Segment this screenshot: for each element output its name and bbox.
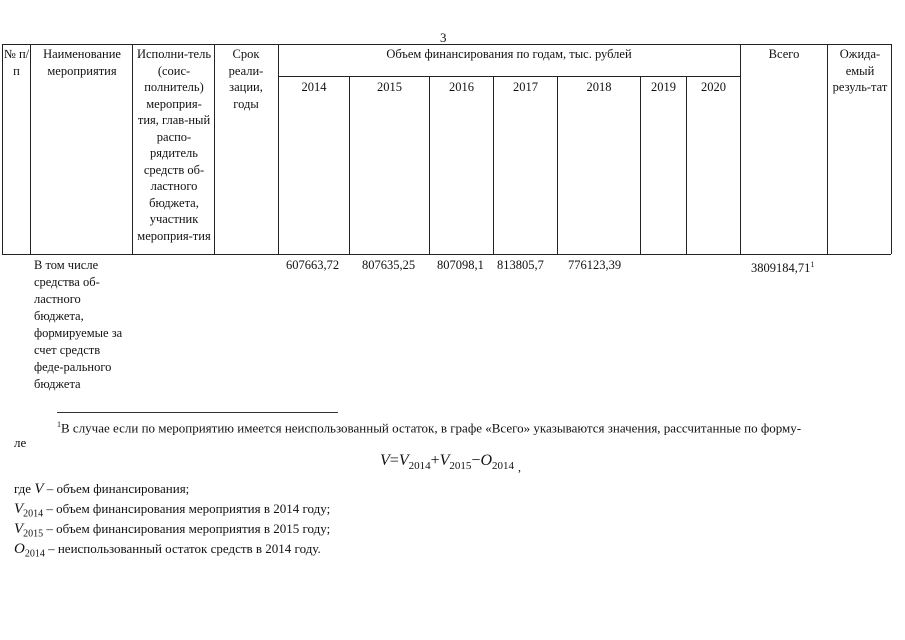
col-divider: [493, 76, 494, 254]
footnote-text: В случае если по мероприятию имеется неиспользованный остаток, в графе «Всего» указываются значения, рассчитанные по форму-: [61, 420, 802, 436]
row-total: [751, 257, 814, 277]
row-value: 607663,72: [286, 258, 340, 272]
definition-text: – объем финансирования;: [46, 481, 190, 496]
year-header: 2019: [651, 80, 676, 94]
definition-text: – объем финансирования мероприятия в 2014 году;: [46, 501, 331, 516]
definition-text: – объем финансирования мероприятия в 2015 году;: [46, 521, 331, 536]
symbol-sub: 2014: [24, 548, 45, 560]
col-divider: [132, 44, 133, 254]
year-header: 2014: [301, 80, 327, 94]
year-header-rule: [278, 76, 740, 77]
row-total-value: 3809184,71: [751, 261, 811, 276]
symbol-sub: 2014: [23, 508, 44, 520]
footnote-line1: [57, 416, 897, 436]
header-term: Срок реали-зации, годы: [228, 47, 264, 111]
symbol: V: [34, 481, 44, 497]
col-divider: [891, 44, 892, 254]
row-total-footnote-mark: 1: [810, 260, 815, 269]
symbol: V: [14, 501, 24, 517]
formula-term: V: [398, 452, 409, 469]
formula-term: O: [480, 452, 492, 469]
row-value: 807635,25: [362, 258, 416, 272]
header-total: Всего: [768, 47, 800, 61]
row-value: 776123,39: [568, 258, 622, 272]
col-divider: [214, 44, 215, 254]
symbol: O: [14, 541, 25, 557]
col-divider: [740, 44, 741, 254]
definition-v: [14, 480, 189, 498]
page-number: 3: [440, 30, 447, 45]
year-header: 2017: [513, 80, 538, 94]
table-top-rule: [2, 44, 891, 45]
formula: [380, 452, 521, 472]
footnote-rule: [57, 412, 338, 413]
footnote-marker: 1: [57, 420, 61, 429]
header-executor: Исполни-тель (соис-полнитель) мероприя-тия, глав-ный распо-рядитель средств об-ластного бюджета, участник мероприя-тия: [136, 47, 212, 243]
formula-sub: 2014: [408, 460, 431, 473]
year-header: 2018: [586, 80, 612, 94]
formula-eq: =: [389, 452, 399, 469]
formula-term: V: [439, 452, 450, 469]
year-header: 2020: [701, 80, 726, 94]
col-divider: [686, 76, 687, 254]
row-value: 807098,1: [437, 258, 484, 272]
col-divider: [30, 44, 31, 254]
symbol: V: [14, 521, 24, 537]
footnote-line2: ле: [14, 435, 27, 450]
definition-text: – неиспользованный остаток средств в 2014 году.: [48, 541, 321, 556]
col-divider: [640, 76, 641, 254]
header-num: № п/п: [3, 47, 30, 78]
definition-o2014: [14, 540, 321, 563]
col-divider: [827, 44, 828, 254]
header-name: Наименование мероприятия: [43, 47, 121, 78]
formula-plus: +: [430, 452, 440, 469]
formula-lhs: V: [380, 452, 390, 469]
col-divider: [278, 44, 279, 254]
symbol-sub: 2015: [23, 528, 44, 540]
year-header: 2015: [377, 80, 402, 94]
row-label: В том числе средства об-ластного бюджета, формируемые за счет средств феде-рального бюджета: [34, 258, 123, 391]
formula-minus: −: [471, 452, 481, 469]
formula-sub: 2015: [449, 460, 472, 473]
year-header: 2016: [449, 80, 474, 94]
formula-sub: 2014: [492, 460, 514, 473]
header-bottom-rule: [2, 254, 891, 255]
col-divider: [429, 76, 430, 254]
col-divider: [557, 76, 558, 254]
header-financing: Объем финансирования по годам, тыс. рублей: [386, 47, 632, 61]
col-divider: [349, 76, 350, 254]
where-word: где: [14, 481, 32, 496]
row-value: 813805,7: [497, 258, 544, 272]
header-result: Ожида-емый резуль-тат: [832, 47, 888, 94]
formula-trailing-comma: ,: [518, 460, 521, 474]
